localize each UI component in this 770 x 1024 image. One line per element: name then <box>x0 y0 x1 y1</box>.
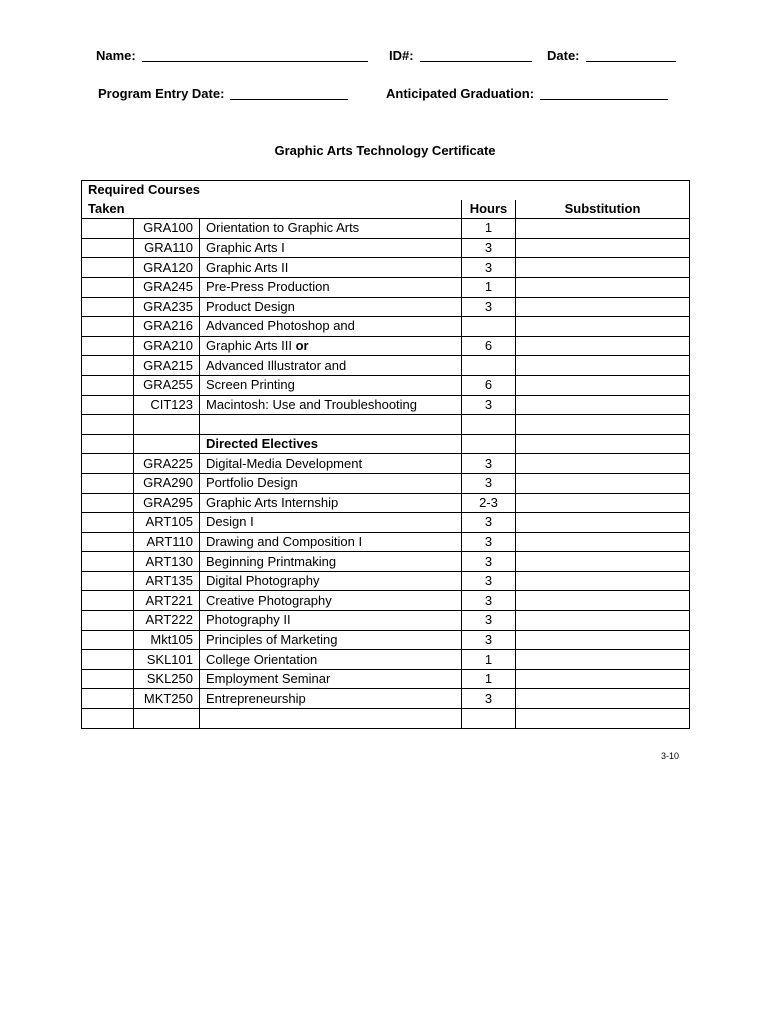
course-row <box>82 493 690 513</box>
col-substitution-header: Substitution <box>516 200 690 219</box>
course-title: Photography II <box>206 612 291 628</box>
course-hours: 3 <box>462 552 516 572</box>
course-row <box>82 375 690 395</box>
course-name <box>200 317 462 337</box>
course-name <box>200 532 462 552</box>
course-row <box>82 552 690 572</box>
name-field[interactable] <box>96 48 368 63</box>
col-hours-header: Hours <box>462 200 516 219</box>
course-title: Advanced Illustrator and <box>206 357 347 373</box>
course-hours: 3 <box>462 473 516 493</box>
course-code: GRA120 <box>134 258 200 278</box>
substitution-cell[interactable] <box>516 650 690 670</box>
substitution-cell[interactable] <box>516 395 690 415</box>
graduation-label: Anticipated Graduation: <box>386 86 535 101</box>
course-name <box>200 375 462 395</box>
date-label: Date: <box>547 48 580 63</box>
taken-cell[interactable] <box>82 669 134 689</box>
course-code: GRA216 <box>134 317 200 337</box>
course-code: ART135 <box>134 571 200 591</box>
taken-cell[interactable] <box>82 277 134 297</box>
course-code: ART222 <box>134 611 200 631</box>
course-name <box>200 571 462 591</box>
course-row <box>82 473 690 493</box>
course-code: ART110 <box>134 532 200 552</box>
course-code: GRA245 <box>134 277 200 297</box>
substitution-cell[interactable] <box>516 219 690 239</box>
substitution-cell[interactable] <box>516 669 690 689</box>
date-blank[interactable] <box>586 49 676 62</box>
course-name <box>200 258 462 278</box>
course-hours: 1 <box>462 669 516 689</box>
course-title: Product Design <box>206 298 295 314</box>
course-title: Advanced Photoshop and <box>206 318 355 334</box>
substitution-cell[interactable] <box>516 552 690 572</box>
course-row <box>82 591 690 611</box>
course-code: MKT250 <box>134 689 200 709</box>
taken-cell[interactable] <box>82 454 134 474</box>
course-name <box>200 473 462 493</box>
course-hours: 3 <box>462 238 516 258</box>
course-title: Design I <box>206 514 254 530</box>
course-title: Principles of Marketing <box>206 631 338 647</box>
course-row <box>82 277 690 297</box>
substitution-cell[interactable] <box>516 591 690 611</box>
substitution-cell[interactable] <box>516 709 690 729</box>
course-row <box>82 650 690 670</box>
course-name <box>200 591 462 611</box>
substitution-cell[interactable] <box>516 317 690 337</box>
entry-date-blank[interactable] <box>230 87 348 100</box>
column-header-row <box>82 200 690 219</box>
taken-cell[interactable] <box>82 238 134 258</box>
course-title: Graphic Arts II <box>206 259 289 275</box>
substitution-cell[interactable] <box>516 277 690 297</box>
course-title: Employment Seminar <box>206 671 331 687</box>
substitution-cell[interactable] <box>516 611 690 631</box>
course-hours: 3 <box>462 689 516 709</box>
course-title: Screen Printing <box>206 377 295 393</box>
required-courses <box>82 219 690 415</box>
course-code: Mkt105 <box>134 630 200 650</box>
page-title: Graphic Arts Technology Certificate <box>274 143 496 158</box>
taken-cell[interactable] <box>82 297 134 317</box>
taken-cell[interactable] <box>82 395 134 415</box>
taken-cell[interactable] <box>82 552 134 572</box>
electives-header-row <box>82 434 690 454</box>
course-name <box>200 297 462 317</box>
course-row <box>82 513 690 533</box>
taken-cell[interactable] <box>82 473 134 493</box>
course-hours: 1 <box>462 219 516 239</box>
name-label: Name: <box>96 48 136 63</box>
course-hours: 3 <box>462 591 516 611</box>
entry-date-label: Program Entry Date: <box>98 86 225 101</box>
course-name <box>200 238 462 258</box>
course-hours: 3 <box>462 532 516 552</box>
course-name <box>200 669 462 689</box>
id-blank[interactable] <box>420 49 532 62</box>
directed-electives <box>82 454 690 709</box>
course-code: GRA295 <box>134 493 200 513</box>
course-title: Orientation to Graphic Arts <box>206 220 360 236</box>
substitution-cell[interactable] <box>516 415 690 435</box>
course-row <box>82 356 690 376</box>
course-row <box>82 689 690 709</box>
course-hours <box>462 356 516 376</box>
blank-row <box>82 415 690 435</box>
entry-date-field[interactable] <box>98 86 348 101</box>
course-code: SKL250 <box>134 669 200 689</box>
course-row <box>82 336 690 356</box>
course-code: ART105 <box>134 513 200 533</box>
substitution-cell[interactable] <box>516 513 690 533</box>
course-name-suffix: or <box>295 338 309 354</box>
course-title: Digital-Media Development <box>206 455 363 471</box>
page-number: 3-10 <box>661 751 680 761</box>
course-hours: 3 <box>462 258 516 278</box>
course-code: CIT123 <box>134 395 200 415</box>
course-hours: 3 <box>462 395 516 415</box>
taken-cell[interactable] <box>82 611 134 631</box>
course-title: Entrepreneurship <box>206 690 306 706</box>
col-taken-header: Taken <box>82 200 462 219</box>
taken-cell[interactable] <box>82 532 134 552</box>
taken-cell[interactable] <box>82 375 134 395</box>
course-code: GRA210 <box>134 336 200 356</box>
taken-cell[interactable] <box>82 415 134 435</box>
taken-cell[interactable] <box>82 317 134 337</box>
course-name <box>200 336 462 356</box>
course-row <box>82 395 690 415</box>
blank-row <box>82 709 690 729</box>
substitution-cell[interactable] <box>516 630 690 650</box>
course-hours: 1 <box>462 277 516 297</box>
course-code: GRA225 <box>134 454 200 474</box>
taken-cell[interactable] <box>82 219 134 239</box>
taken-cell[interactable] <box>82 650 134 670</box>
course-title: Digital Photography <box>206 573 320 589</box>
substitution-cell[interactable] <box>516 571 690 591</box>
course-title: Graphic Arts Internship <box>206 494 339 510</box>
course-name <box>200 513 462 533</box>
taken-cell[interactable] <box>82 630 134 650</box>
graduation-blank[interactable] <box>540 87 668 100</box>
course-name <box>200 689 462 709</box>
course-name <box>200 395 462 415</box>
course-table <box>81 180 690 729</box>
course-hours: 1 <box>462 650 516 670</box>
course-hours: 3 <box>462 630 516 650</box>
course-code: SKL101 <box>134 650 200 670</box>
course-name <box>200 630 462 650</box>
course-row <box>82 630 690 650</box>
course-name <box>200 611 462 631</box>
course-row <box>82 532 690 552</box>
course-row <box>82 219 690 239</box>
electives-label: Directed Electives <box>200 434 462 454</box>
course-hours: 3 <box>462 454 516 474</box>
id-label: ID#: <box>389 48 414 63</box>
course-name <box>200 552 462 572</box>
taken-cell[interactable] <box>82 336 134 356</box>
course-row <box>82 297 690 317</box>
course-hours: 3 <box>462 611 516 631</box>
course-row <box>82 238 690 258</box>
course-title: Drawing and Composition I <box>206 533 363 549</box>
course-title: College Orientation <box>206 651 318 667</box>
course-row <box>82 258 690 278</box>
substitution-cell[interactable] <box>516 493 690 513</box>
course-hours <box>462 317 516 337</box>
course-name <box>200 454 462 474</box>
substitution-cell[interactable] <box>516 689 690 709</box>
course-hours: 6 <box>462 336 516 356</box>
taken-cell[interactable] <box>82 258 134 278</box>
course-row <box>82 317 690 337</box>
taken-cell[interactable] <box>82 356 134 376</box>
taken-cell[interactable] <box>82 689 134 709</box>
course-hours: 2-3 <box>462 493 516 513</box>
substitution-cell[interactable] <box>516 532 690 552</box>
substitution-cell[interactable] <box>516 258 690 278</box>
course-title: Macintosh: Use and Troubleshooting <box>206 396 418 412</box>
date-field[interactable] <box>547 48 676 63</box>
course-name <box>200 219 462 239</box>
substitution-cell[interactable] <box>516 356 690 376</box>
substitution-cell[interactable] <box>516 336 690 356</box>
course-row <box>82 611 690 631</box>
course-hours: 3 <box>462 297 516 317</box>
course-code: GRA100 <box>134 219 200 239</box>
course-title: Graphic Arts I <box>206 240 285 256</box>
course-code: ART221 <box>134 591 200 611</box>
course-title: Graphic Arts III <box>206 338 292 354</box>
substitution-cell[interactable] <box>516 375 690 395</box>
substitution-cell[interactable] <box>516 238 690 258</box>
section-label: Required Courses <box>82 181 690 200</box>
taken-cell[interactable] <box>82 571 134 591</box>
substitution-cell[interactable] <box>516 297 690 317</box>
course-title: Pre-Press Production <box>206 279 330 295</box>
course-code: GRA255 <box>134 375 200 395</box>
course-name <box>200 356 462 376</box>
course-code: GRA110 <box>134 238 200 258</box>
course-code: GRA215 <box>134 356 200 376</box>
course-hours: 6 <box>462 375 516 395</box>
taken-cell[interactable] <box>82 513 134 533</box>
taken-cell[interactable] <box>82 493 134 513</box>
course-name <box>200 650 462 670</box>
substitution-cell[interactable] <box>516 454 690 474</box>
section-header-row <box>82 181 690 200</box>
course-code: GRA235 <box>134 297 200 317</box>
taken-cell[interactable] <box>82 591 134 611</box>
id-field[interactable] <box>389 48 532 63</box>
course-row <box>82 454 690 474</box>
course-code: GRA290 <box>134 473 200 493</box>
course-row <box>82 571 690 591</box>
course-hours: 3 <box>462 571 516 591</box>
course-name <box>200 493 462 513</box>
course-title: Beginning Printmaking <box>206 553 337 569</box>
course-hours: 3 <box>462 513 516 533</box>
course-title: Creative Photography <box>206 592 332 608</box>
taken-cell[interactable] <box>82 709 134 729</box>
course-row <box>82 669 690 689</box>
name-blank[interactable] <box>142 49 368 62</box>
course-title: Portfolio Design <box>206 475 298 491</box>
course-name <box>200 277 462 297</box>
graduation-field[interactable] <box>386 86 668 101</box>
course-code: ART130 <box>134 552 200 572</box>
substitution-cell[interactable] <box>516 473 690 493</box>
